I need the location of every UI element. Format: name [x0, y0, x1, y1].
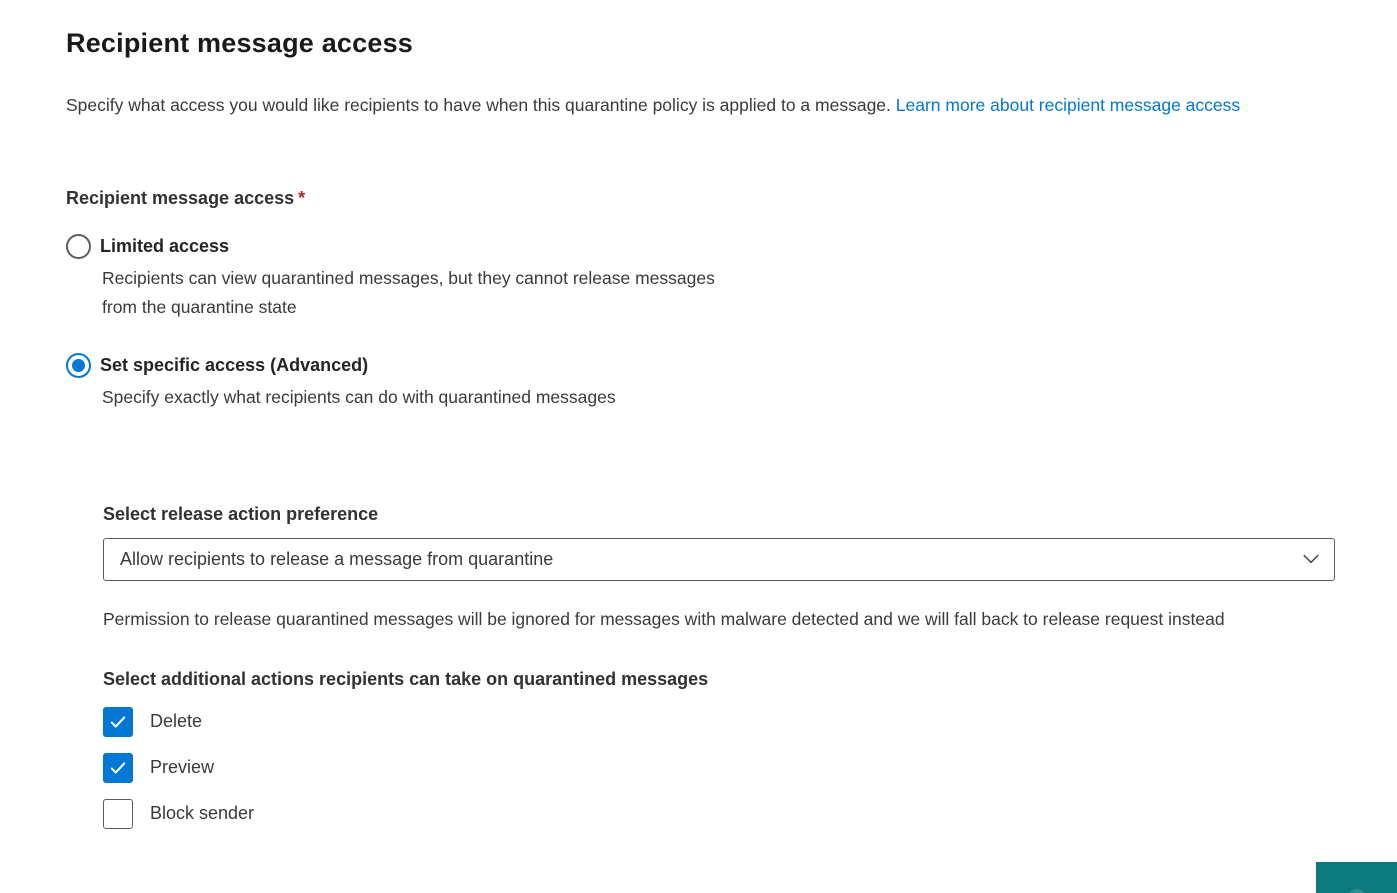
limited-access-radio[interactable] [66, 232, 1335, 260]
feedback-button[interactable] [1316, 862, 1397, 893]
page-description [66, 91, 1335, 120]
set-specific-access-label: Set specific access (Advanced) [100, 355, 369, 375]
page-title: Recipient message access [66, 28, 414, 58]
checkbox-icon[interactable] [103, 753, 133, 783]
block-sender-checkbox-label: Block sender [150, 803, 255, 823]
radio-option-set-specific-access [66, 351, 1335, 412]
radio-option-limited-access [66, 232, 1335, 321]
checkmark-icon [109, 759, 127, 777]
checkbox-icon[interactable] [103, 799, 133, 829]
radio-button-icon[interactable] [66, 353, 91, 378]
radio-button-icon[interactable] [66, 234, 91, 259]
advanced-access-section [103, 502, 1335, 829]
set-specific-access-radio[interactable] [66, 351, 1335, 379]
delete-checkbox[interactable] [103, 707, 1335, 737]
chevron-down-icon [1302, 550, 1320, 568]
limited-access-description: Recipients can view quarantined messages, but they cannot release messages from the quarantine state [102, 268, 715, 317]
delete-checkbox-label: Delete [150, 711, 203, 731]
release-action-label: Select release action preference [103, 503, 379, 524]
additional-actions-checkbox-group [103, 707, 1335, 829]
learn-more-link[interactable]: Learn more about recipient message access [895, 95, 1241, 115]
block-sender-checkbox[interactable] [103, 799, 1335, 829]
recipient-access-field-label: Recipient message access * [66, 188, 306, 208]
recipient-access-radio-group [66, 232, 1335, 412]
checkbox-icon[interactable] [103, 707, 133, 737]
set-specific-access-description: Specify exactly what recipients can do with quarantined messages [102, 387, 616, 407]
checkmark-icon [109, 713, 127, 731]
preview-checkbox-label: Preview [150, 757, 215, 777]
page-description-text: Specify what access you would like recipients to have when this quarantine policy is applied to a message. [66, 95, 891, 115]
release-action-selected-value: Allow recipients to release a message from quarantine [120, 548, 554, 569]
feedback-icon [1348, 889, 1366, 893]
required-asterisk: * [298, 188, 306, 208]
release-action-dropdown[interactable] [103, 538, 1335, 581]
release-action-note: Permission to release quarantined messages will be ignored for messages with malware detected and we will fall back to release request instead [103, 608, 1225, 629]
additional-actions-label: Select additional actions recipients can take on quarantined messages [103, 668, 709, 689]
limited-access-label: Limited access [100, 236, 230, 256]
preview-checkbox[interactable] [103, 753, 1335, 783]
